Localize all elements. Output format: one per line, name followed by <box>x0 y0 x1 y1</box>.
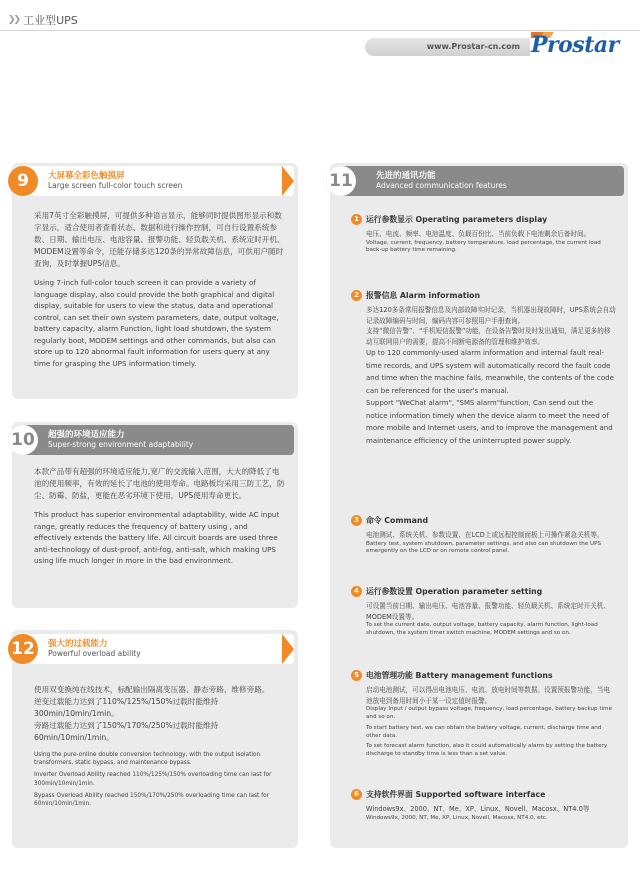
item-en: Support "WeChat alarm", "SMS alarm"function, Can send out the notice information timely when the device alarm to meet the need of more mobile and Internet users, and to improve the management and maintenance efficiency of the uninterrupted power supply. <box>366 399 613 445</box>
header-arrow-icon <box>282 166 294 196</box>
section-title-zh: 强大的过载能力 <box>48 639 108 649</box>
item-zh: 可设置当前日期、输出电压、电池容量、报警功能、轻负载关机、系统定时开关机、MODEM设置等。 <box>366 602 610 621</box>
item-zh: 支持“微信告警”、“手机短信报警”功能，在设备告警时及时发出通知，满足更多的移动互联网用户的需要，提高不间断电源备的管理和维护效率。 <box>366 327 611 346</box>
section-body <box>34 210 286 376</box>
feature-item-body <box>366 305 616 447</box>
body-en: Using 7-inch full-color touch screen it can provide a variety of language display, also could provide the both graphical and digital display, suitable for users to view the status, data and operational control, can set their own system parameters, date, output voltage, battery capacity, alarm Function, light load shutdown, the system regularly boot, MODEM settings and other commands, but also can store up to 120 abnormal fault information for users query at any time for grasping the UPS information timely. <box>34 278 279 368</box>
item-number-badge: 3 <box>351 515 362 526</box>
item-title-text: 运行参数设置 Operation parameter setting <box>366 587 543 596</box>
item-en: Up to 120 commonly-used alarm information and internal fault real-time records, and UPS system will automatically record the fault code and time when the machine fails, meanwhile, the contents of the code can be referenced for the user's manual. <box>366 349 614 395</box>
item-title-text: 命令 Command <box>366 516 429 525</box>
section-title-en: Powerful overload ability <box>48 649 141 658</box>
item-en: To set forecast alarm function, also it could automatically alarm by setting the battery discharge to standby time is less than a set value. <box>366 743 608 758</box>
item-zh: Windows9x、2000、NT、Me、XP、Linux、Novell、Macosx、NT4.0等 <box>366 805 590 813</box>
item-en: Display Input / output bypass voltage, frequency, load percentage, battery backup time and so on. <box>366 706 613 720</box>
item-title-text: 报警信息 Alarm information <box>366 291 481 300</box>
website-url: www.Prostar-cn.com <box>365 38 530 56</box>
item-number-badge: 4 <box>351 586 362 597</box>
body-en: Bypass Overload Ability reached 150%/170%/250% overloading time can last for 60min/10min/1min. <box>34 792 270 808</box>
header-arrow-icon <box>282 634 294 664</box>
item-title-text: 运行参数显示 Operating parameters display <box>366 215 548 224</box>
item-en: Windows9x, 2000, NT, Me, XP, Linux, Novell, Macosx, NT4.0, etc. <box>366 814 548 821</box>
item-zh: 电压、电流、频率、电池温度、负载百份比、当前负载下电池剩余后备时间。 <box>366 230 591 238</box>
feature-item-body <box>366 530 616 556</box>
item-en: To set the current date, output voltage, battery capacity, alarm function, light-load shutdown, the system timer switch machine, MODEM settings and so on. <box>366 622 598 636</box>
feature-item-title <box>351 586 542 597</box>
body-zh: 使用双变换纯在线技术，标配输出隔离变压器、静态旁路、维修旁路。 <box>34 685 270 694</box>
feature-item-title <box>351 290 480 301</box>
brand-logo-text: Prostar <box>531 32 619 58</box>
feature-item-title <box>351 670 553 681</box>
section-title-zh: 超强的环境适应能力 <box>48 430 125 440</box>
section-title-zh: 先进的通讯功能 <box>376 171 436 181</box>
body-zh: 采用7英寸全彩触摸屏，可提供多种语言显示，能够同时提供图形显示和数字显示，适合使用者查看状态、数据和进行操作控制，可自行设置系统参数、日期、输出电压、电池容量、报警功能、轻负载关机、系统定时开机、MODEM设置等命令，还能存储多达120条的异常故障信息，可供用户随时查询，及时掌握UPS信息。 <box>34 211 285 268</box>
body-zh: 本款产品带有超强的环境适应能力,宽广的交流输入范围，大大的降低了电池的使用频率，有效的延长了电池的使用寿命。电路板均采用三防工艺，防尘、防霉、防盐，更能在恶劣环境下使用，UPS使用寿命更长。 <box>34 467 285 500</box>
feature-item-title <box>351 789 545 800</box>
item-number-badge: 5 <box>351 670 362 681</box>
page-title-text: 工业型UPS <box>23 14 78 27</box>
section-number-badge: 9 <box>8 166 38 196</box>
body-zh: 旁路过载能力达到了150%/170%/250%过载时能维持60min/10min/1min。 <box>34 721 219 742</box>
item-number-badge: 1 <box>351 214 362 225</box>
body-en: This product has superior environmental adaptability, wide AC input range, greatly reduces the frequency of battery using , and effectively extends the battery life. All circuit boards are used three anti-technology of dust-proof, anti-fog, anti-salt, which making UPS using life much longer in more in the bad environment. <box>34 510 280 565</box>
item-en: To start battery test, we can obtain the battery voltage, current, discharge time and other data. <box>366 724 602 739</box>
item-number-badge: 6 <box>351 789 362 800</box>
section-title-en: Super-strong environment adaptability <box>48 440 194 449</box>
chevron-right-icon: ❯❯ <box>8 15 20 25</box>
feature-item-title <box>351 515 428 526</box>
item-en: Battery test, system shutdown, parameter settings, and also can shutdown the UPS emergently on the LCD or on remote control panel. <box>366 540 602 555</box>
feature-item-body <box>366 601 616 638</box>
item-title-text: 电池管理功能 Battery management functions <box>366 671 553 680</box>
section-title-en: Large screen full-color touch screen <box>48 181 183 190</box>
feature-item-body <box>366 229 616 255</box>
item-title-text: 支持软件界面 Supported software interface <box>366 790 546 799</box>
page-title <box>8 12 78 28</box>
feature-item-body <box>366 804 616 822</box>
section-body <box>34 466 286 574</box>
section-title-en: Advanced communication features <box>376 181 507 190</box>
section-number-badge: 11 <box>326 166 356 196</box>
item-zh: 多达120多条常用报警信息及内部故障实时记录，当机器出现故障时，UPS系统会自动记录故障编码与时间，编码内容可参照用户手册查询。 <box>366 306 616 325</box>
item-zh: 电池测试、系统关机、参数设置、在LCD上或远程控制面板上可操作紧急关机等。 <box>366 531 604 539</box>
item-number-badge: 2 <box>351 290 362 301</box>
feature-item-body <box>366 685 616 759</box>
feature-item-title <box>351 214 547 225</box>
section-body <box>34 684 286 815</box>
body-en: Inverter Overload Ability reached 110%/125%/150% overloading time can last for 300min/10min/1min. <box>34 772 272 787</box>
body-en: Using the pure-online double conversion technology, with the output isolation transformers, static bypass, and maintenance bypass. <box>34 752 261 767</box>
body-zh: 逆变过载能力达到了110%/125%/150%过载时能维持300min/10min/1min。 <box>34 697 219 718</box>
section-number-badge: 10 <box>8 425 38 455</box>
section-number-badge: 12 <box>8 634 38 664</box>
item-en: Voltage, current, frequency, battery temperature, load percentage, the current load back-up battery time remaining. <box>366 239 601 254</box>
section-title-zh: 大屏幕全彩色触摸屏 <box>48 171 125 181</box>
item-zh: 启动电池测试，可以得出电池电压、电流、放电时间等数据。设置预报警功能，当电池放电到备用时间小于某一设定值时报警。 <box>366 686 610 705</box>
